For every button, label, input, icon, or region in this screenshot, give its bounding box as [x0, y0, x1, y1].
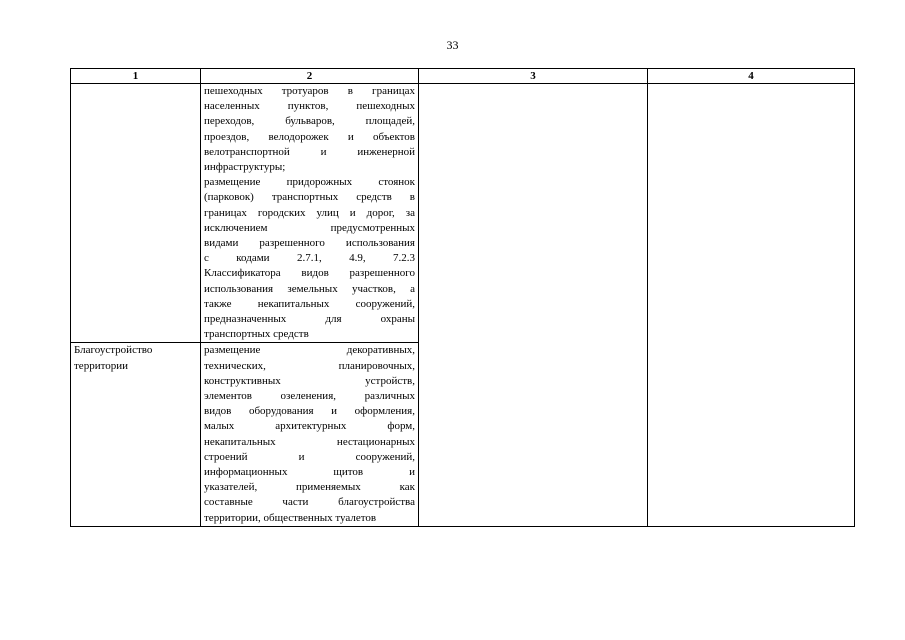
cell-text-line: населенных пунктов, пешеходных	[204, 100, 415, 113]
cell-text-line: технических, планировочных,	[204, 359, 415, 372]
cell-text-line: с кодами 2.7.1, 4.9, 7.2.3	[204, 252, 415, 265]
cell-text-line: Классификатора видов разрешенного	[204, 267, 415, 280]
cell-text-line: использования земельных участков, а	[204, 282, 415, 295]
cell-text-line: (парковок) транспортных средств в	[204, 191, 415, 204]
cell-description	[201, 84, 419, 343]
cell-text-line: указателей, применяемых как	[204, 481, 415, 494]
table-header-row	[71, 69, 855, 84]
column-header-1: 1	[71, 69, 201, 84]
cell-text-line: территории, общественных туалетов	[204, 511, 377, 524]
cell-text-line: также некапитальных сооружений,	[204, 297, 415, 310]
page-number: 33	[446, 38, 459, 52]
cell-text-line: элементов озеленения, различных	[204, 390, 415, 403]
table-row	[71, 84, 855, 343]
cell-text-line: некапитальных нестационарных	[204, 435, 415, 448]
cell-text-line: информационных щитов и	[204, 466, 415, 479]
cell-text-line: пешеходных тротуаров в границах	[204, 85, 415, 97]
cell-text-line: инфраструктуры;	[204, 161, 286, 174]
cell-text-line: исключением предусмотренных	[204, 221, 415, 234]
cell-text-line: видами разрешенного использования	[204, 237, 415, 250]
cell-col-4	[648, 84, 855, 527]
cell-text-line: конструктивных устройств,	[204, 374, 415, 387]
cell-text-line: строений и сооружений,	[204, 450, 415, 463]
cell-text-line: Благоустройство	[74, 344, 153, 357]
table-body	[71, 84, 855, 527]
cell-text-line: проездов, велодорожек и объектов	[204, 130, 415, 143]
cell-text-line: размещение декоративных,	[204, 344, 415, 357]
cell-text-line: предназначенных для охраны	[204, 313, 415, 326]
cell-text-line: видов оборудования и оформления,	[204, 405, 415, 418]
column-header-4: 4	[648, 69, 855, 84]
cell-text-line: границах городских улиц и дорог, за	[204, 206, 415, 219]
cell-text-line: малых архитектурных форм,	[204, 420, 415, 433]
cell-text-line: территории	[74, 359, 129, 372]
column-header-2: 2	[201, 69, 419, 84]
cell-description	[201, 343, 419, 526]
column-header-3: 3	[419, 69, 648, 84]
cell-text-line: размещение придорожных стоянок	[204, 176, 415, 189]
cell-text-line: переходов, бульваров, площадей,	[204, 115, 415, 128]
cell-text-line: транспортных средств	[204, 328, 309, 341]
cell-text-line: составные части благоустройства	[204, 496, 415, 509]
cell-use-name	[71, 343, 201, 526]
cell-use-name	[71, 84, 201, 343]
cell-col-3	[419, 84, 648, 527]
document-table	[70, 68, 855, 527]
cell-text-line: велотранспортной и инженерной	[204, 145, 415, 158]
